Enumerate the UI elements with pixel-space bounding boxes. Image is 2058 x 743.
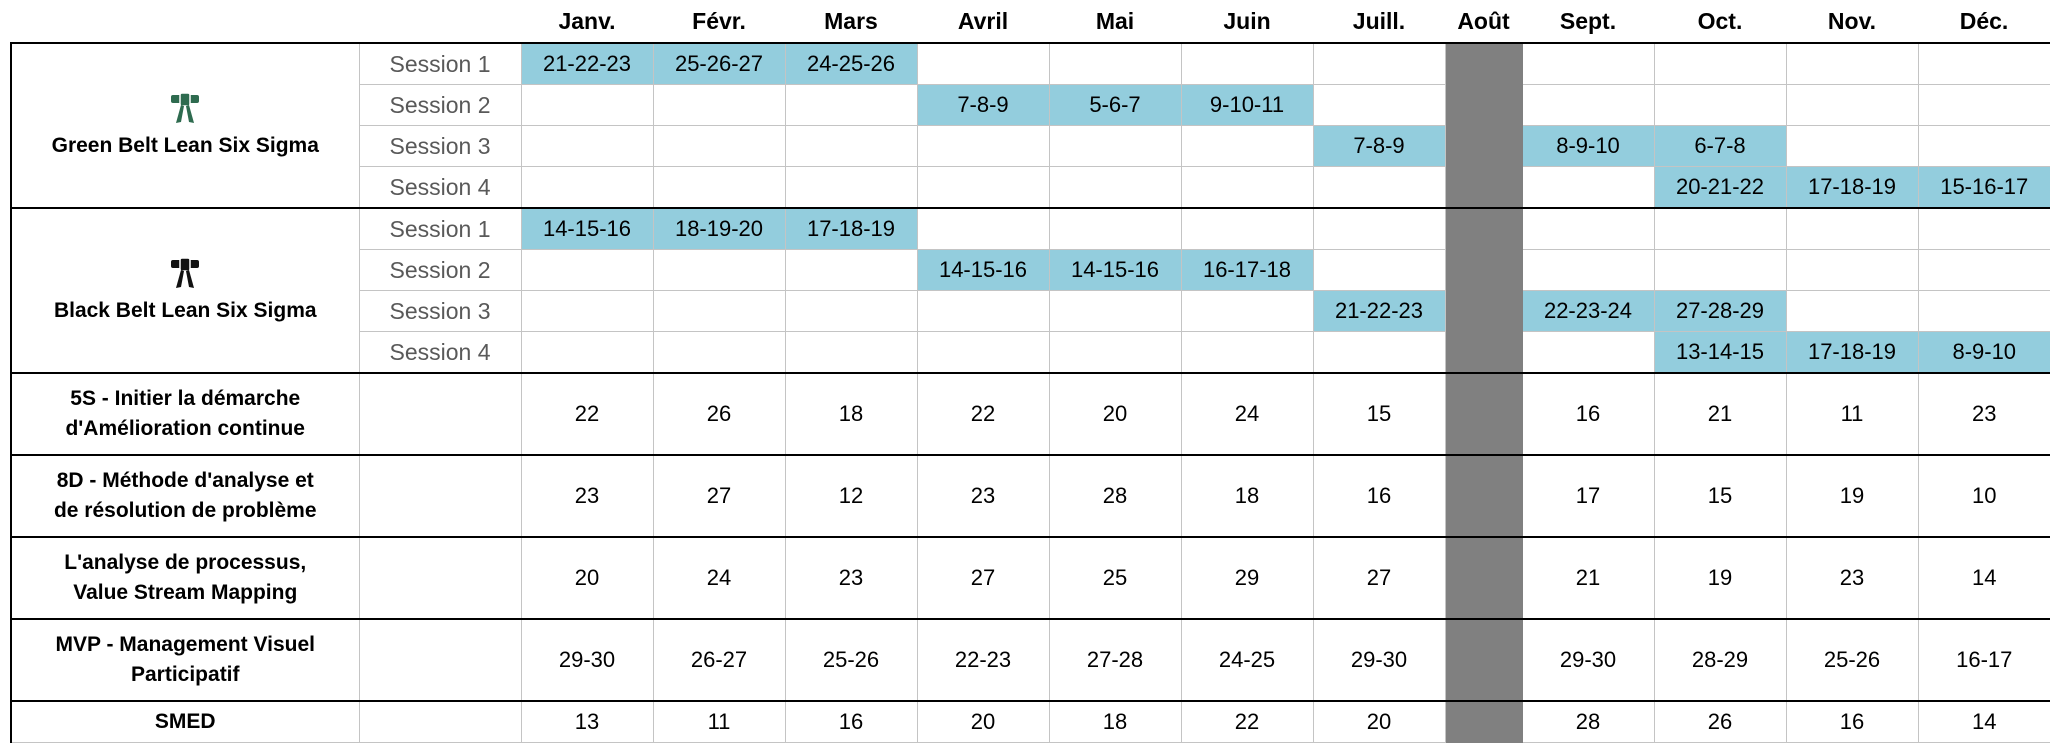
month-header: Déc. — [1959, 7, 2009, 34]
session-date-cell — [1181, 43, 1313, 85]
session-date-cell — [653, 250, 785, 291]
session-date-cell: 17-18-19 — [1786, 332, 1918, 374]
session-date-cell — [521, 85, 653, 126]
month-header: Sept. — [1559, 7, 1617, 34]
session-date-cell — [1313, 332, 1445, 374]
month-header: Juin — [1223, 7, 1271, 34]
course-title-line2: d'Amélioration continue — [65, 417, 305, 440]
session-date-cell: 20-21-22 — [1654, 167, 1786, 209]
august-closed-cell — [1445, 455, 1522, 537]
august-closed-cell — [1445, 250, 1522, 291]
course-title-line1: 5S - Initier la démarche — [70, 387, 301, 410]
session-date-cell — [917, 167, 1049, 209]
session-label: Session 2 — [359, 85, 521, 126]
course-date-cell: 26 — [653, 373, 785, 455]
session-date-cell — [917, 291, 1049, 332]
course-date-cell: 16 — [1313, 455, 1445, 537]
session-date-cell: 21-22-23 — [1313, 291, 1445, 332]
session-date-cell: 7-8-9 — [917, 85, 1049, 126]
session-date-cell: 9-10-11 — [1181, 85, 1313, 126]
month-header: Janv. — [558, 7, 616, 34]
empty-session-cell — [359, 537, 521, 619]
session-date-cell — [1522, 332, 1654, 374]
month-header: Mars — [824, 7, 878, 34]
session-date-cell: 18-19-20 — [653, 208, 785, 250]
session-date-cell — [1181, 332, 1313, 374]
august-closed-cell — [1445, 43, 1522, 85]
course-title-line1: MVP - Management Visuel — [55, 633, 315, 656]
green-belt-session-row — [11, 43, 2050, 85]
course-row — [11, 701, 2050, 743]
session-date-cell: 24-25-26 — [785, 43, 917, 85]
course-date-cell: 16 — [1522, 373, 1654, 455]
session-date-cell — [785, 126, 917, 167]
course-date-cell: 21 — [1522, 537, 1654, 619]
session-date-cell: 8-9-10 — [1918, 332, 2050, 374]
session-date-cell — [1049, 126, 1181, 167]
session-date-cell: 17-18-19 — [785, 208, 917, 250]
course-date-cell: 21 — [1654, 373, 1786, 455]
session-date-cell: 21-22-23 — [521, 43, 653, 85]
course-title-cell — [11, 373, 359, 455]
course-title-cell — [11, 455, 359, 537]
course-title: Black Belt Lean Six Sigma — [53, 298, 317, 322]
course-date-cell: 27 — [653, 455, 785, 537]
session-date-cell — [1313, 167, 1445, 209]
course-title-cell — [11, 701, 359, 743]
course-date-cell: 15 — [1313, 373, 1445, 455]
black-belt-icon — [170, 256, 200, 290]
month-header: Févr. — [692, 7, 746, 34]
month-header: Oct. — [1697, 7, 1743, 34]
course-date-cell: 12 — [785, 455, 917, 537]
course-date-cell: 14 — [1918, 701, 2050, 743]
course-title-line1: 8D - Méthode d'analyse et — [56, 469, 314, 492]
session-date-cell: 14-15-16 — [521, 208, 653, 250]
course-date-cell: 10 — [1918, 455, 2050, 537]
session-date-cell — [917, 208, 1049, 250]
course-date-cell: 17 — [1522, 455, 1654, 537]
session-date-cell — [1522, 250, 1654, 291]
course-date-cell: 29-30 — [1313, 619, 1445, 701]
black-belt-session-row — [11, 208, 2050, 250]
session-date-cell — [1313, 208, 1445, 250]
session-date-cell — [1313, 85, 1445, 126]
session-date-cell — [1049, 167, 1181, 209]
empty-session-cell — [359, 619, 521, 701]
session-date-cell: 27-28-29 — [1654, 291, 1786, 332]
session-date-cell — [1918, 208, 2050, 250]
august-closed-cell — [1445, 208, 1522, 250]
session-label: Session 1 — [359, 208, 521, 250]
session-date-cell — [1181, 208, 1313, 250]
session-date-cell — [1049, 208, 1181, 250]
course-date-cell: 28 — [1049, 455, 1181, 537]
session-date-cell — [917, 126, 1049, 167]
course-date-cell: 29-30 — [521, 619, 653, 701]
month-header: Août — [1457, 7, 1510, 34]
green-belt-icon — [170, 91, 200, 125]
session-date-cell — [1181, 167, 1313, 209]
session-date-cell — [653, 126, 785, 167]
course-date-cell: 26-27 — [653, 619, 785, 701]
session-date-cell: 17-18-19 — [1786, 167, 1918, 209]
course-date-cell: 13 — [521, 701, 653, 743]
session-label: Session 4 — [359, 167, 521, 209]
session-date-cell — [917, 332, 1049, 374]
course-date-cell: 24 — [653, 537, 785, 619]
session-date-cell: 14-15-16 — [917, 250, 1049, 291]
session-date-cell — [653, 85, 785, 126]
course-date-cell: 23 — [785, 537, 917, 619]
course-date-cell: 29 — [1181, 537, 1313, 619]
session-date-cell — [521, 291, 653, 332]
session-date-cell — [785, 291, 917, 332]
session-date-cell — [785, 167, 917, 209]
course-title-line2: Value Stream Mapping — [73, 581, 298, 604]
course-date-cell: 23 — [521, 455, 653, 537]
august-closed-cell — [1445, 619, 1522, 701]
course-date-cell: 27 — [1313, 537, 1445, 619]
session-date-cell — [1918, 126, 2050, 167]
august-closed-cell — [1445, 85, 1522, 126]
course-title-line2: de résolution de problème — [53, 499, 317, 522]
august-closed-cell — [1445, 537, 1522, 619]
course-row — [11, 373, 2050, 455]
session-date-cell — [653, 167, 785, 209]
session-date-cell — [653, 291, 785, 332]
session-date-cell: 14-15-16 — [1049, 250, 1181, 291]
session-date-cell — [1786, 208, 1918, 250]
august-closed-cell — [1445, 701, 1522, 743]
session-label: Session 4 — [359, 332, 521, 374]
session-date-cell — [1786, 291, 1918, 332]
session-date-cell: 16-17-18 — [1181, 250, 1313, 291]
course-date-cell: 11 — [653, 701, 785, 743]
course-date-cell: 27 — [917, 537, 1049, 619]
course-date-cell: 23 — [1786, 537, 1918, 619]
session-date-cell: 25-26-27 — [653, 43, 785, 85]
course-date-cell: 23 — [917, 455, 1049, 537]
course-date-cell: 18 — [1181, 455, 1313, 537]
course-date-cell: 11 — [1786, 373, 1918, 455]
session-label: Session 1 — [359, 43, 521, 85]
course-date-cell: 18 — [785, 373, 917, 455]
session-date-cell — [1181, 291, 1313, 332]
course-date-cell: 29-30 — [1522, 619, 1654, 701]
session-date-cell: 8-9-10 — [1522, 126, 1654, 167]
august-closed-cell — [1445, 373, 1522, 455]
empty-session-cell — [359, 373, 521, 455]
session-date-cell — [1181, 126, 1313, 167]
session-date-cell — [1786, 85, 1918, 126]
course-date-cell: 28-29 — [1654, 619, 1786, 701]
course-date-cell: 24 — [1181, 373, 1313, 455]
session-date-cell — [1049, 43, 1181, 85]
course-date-cell: 19 — [1654, 537, 1786, 619]
session-label: Session 3 — [359, 291, 521, 332]
course-date-cell: 14 — [1918, 537, 2050, 619]
session-date-cell — [1654, 43, 1786, 85]
empty-session-cell — [359, 455, 521, 537]
session-date-cell — [521, 126, 653, 167]
course-title-cell — [11, 619, 359, 701]
session-date-cell — [653, 332, 785, 374]
session-date-cell — [1313, 43, 1445, 85]
month-header: Avril — [957, 7, 1009, 34]
course-date-cell: 20 — [521, 537, 653, 619]
session-date-cell — [1918, 291, 2050, 332]
session-date-cell — [785, 85, 917, 126]
course-title-line1: SMED — [154, 710, 216, 733]
course-date-cell: 24-25 — [1181, 619, 1313, 701]
calendar-table — [10, 0, 2050, 743]
session-date-cell — [1654, 208, 1786, 250]
course-date-cell: 25-26 — [785, 619, 917, 701]
black-belt-title-cell — [11, 208, 359, 373]
course-date-cell: 15 — [1654, 455, 1786, 537]
session-date-cell: 22-23-24 — [1522, 291, 1654, 332]
session-date-cell — [785, 332, 917, 374]
green-belt-title-cell — [11, 43, 359, 208]
session-date-cell — [1313, 250, 1445, 291]
course-date-cell: 22 — [521, 373, 653, 455]
session-date-cell — [1049, 291, 1181, 332]
august-closed-cell — [1445, 167, 1522, 209]
course-date-cell: 19 — [1786, 455, 1918, 537]
course-title-line2: Participatif — [130, 663, 240, 686]
session-date-cell — [785, 250, 917, 291]
course-date-cell: 27-28 — [1049, 619, 1181, 701]
session-date-cell — [1522, 167, 1654, 209]
course-date-cell: 16-17 — [1918, 619, 2050, 701]
session-date-cell: 5-6-7 — [1049, 85, 1181, 126]
course-row — [11, 455, 2050, 537]
course-title: Green Belt Lean Six Sigma — [51, 133, 319, 157]
session-date-cell: 13-14-15 — [1654, 332, 1786, 374]
session-date-cell — [1786, 43, 1918, 85]
session-date-cell — [1786, 250, 1918, 291]
session-date-cell — [521, 250, 653, 291]
course-row — [11, 537, 2050, 619]
session-date-cell — [1918, 250, 2050, 291]
session-date-cell — [917, 43, 1049, 85]
session-date-cell — [1522, 85, 1654, 126]
course-date-cell: 20 — [1313, 701, 1445, 743]
session-date-cell: 6-7-8 — [1654, 126, 1786, 167]
month-header-row — [11, 0, 2050, 43]
course-date-cell: 22-23 — [917, 619, 1049, 701]
month-header: Mai — [1095, 7, 1135, 34]
session-date-cell — [1654, 85, 1786, 126]
course-date-cell: 18 — [1049, 701, 1181, 743]
course-date-cell: 20 — [917, 701, 1049, 743]
session-date-cell: 7-8-9 — [1313, 126, 1445, 167]
session-date-cell — [521, 332, 653, 374]
course-date-cell: 26 — [1654, 701, 1786, 743]
session-date-cell — [1522, 43, 1654, 85]
course-date-cell: 22 — [1181, 701, 1313, 743]
august-closed-cell — [1445, 126, 1522, 167]
session-date-cell — [1522, 208, 1654, 250]
course-date-cell: 16 — [785, 701, 917, 743]
empty-session-cell — [359, 701, 521, 743]
course-date-cell: 25-26 — [1786, 619, 1918, 701]
course-date-cell: 23 — [1918, 373, 2050, 455]
course-date-cell: 22 — [917, 373, 1049, 455]
session-date-cell — [1786, 126, 1918, 167]
course-date-cell: 20 — [1049, 373, 1181, 455]
course-date-cell: 28 — [1522, 701, 1654, 743]
course-date-cell: 25 — [1049, 537, 1181, 619]
session-date-cell — [1654, 250, 1786, 291]
course-row — [11, 619, 2050, 701]
month-header: Juill. — [1352, 7, 1406, 34]
august-closed-cell — [1445, 332, 1522, 374]
session-date-cell — [1918, 85, 2050, 126]
course-date-cell: 16 — [1786, 701, 1918, 743]
session-date-cell — [1049, 332, 1181, 374]
session-date-cell — [521, 167, 653, 209]
session-label: Session 3 — [359, 126, 521, 167]
session-date-cell — [1918, 43, 2050, 85]
course-title-cell — [11, 537, 359, 619]
course-title-line1: L'analyse de processus, — [64, 551, 307, 574]
session-label: Session 2 — [359, 250, 521, 291]
month-header: Nov. — [1827, 7, 1877, 34]
session-date-cell: 15-16-17 — [1918, 167, 2050, 209]
august-closed-cell — [1445, 291, 1522, 332]
